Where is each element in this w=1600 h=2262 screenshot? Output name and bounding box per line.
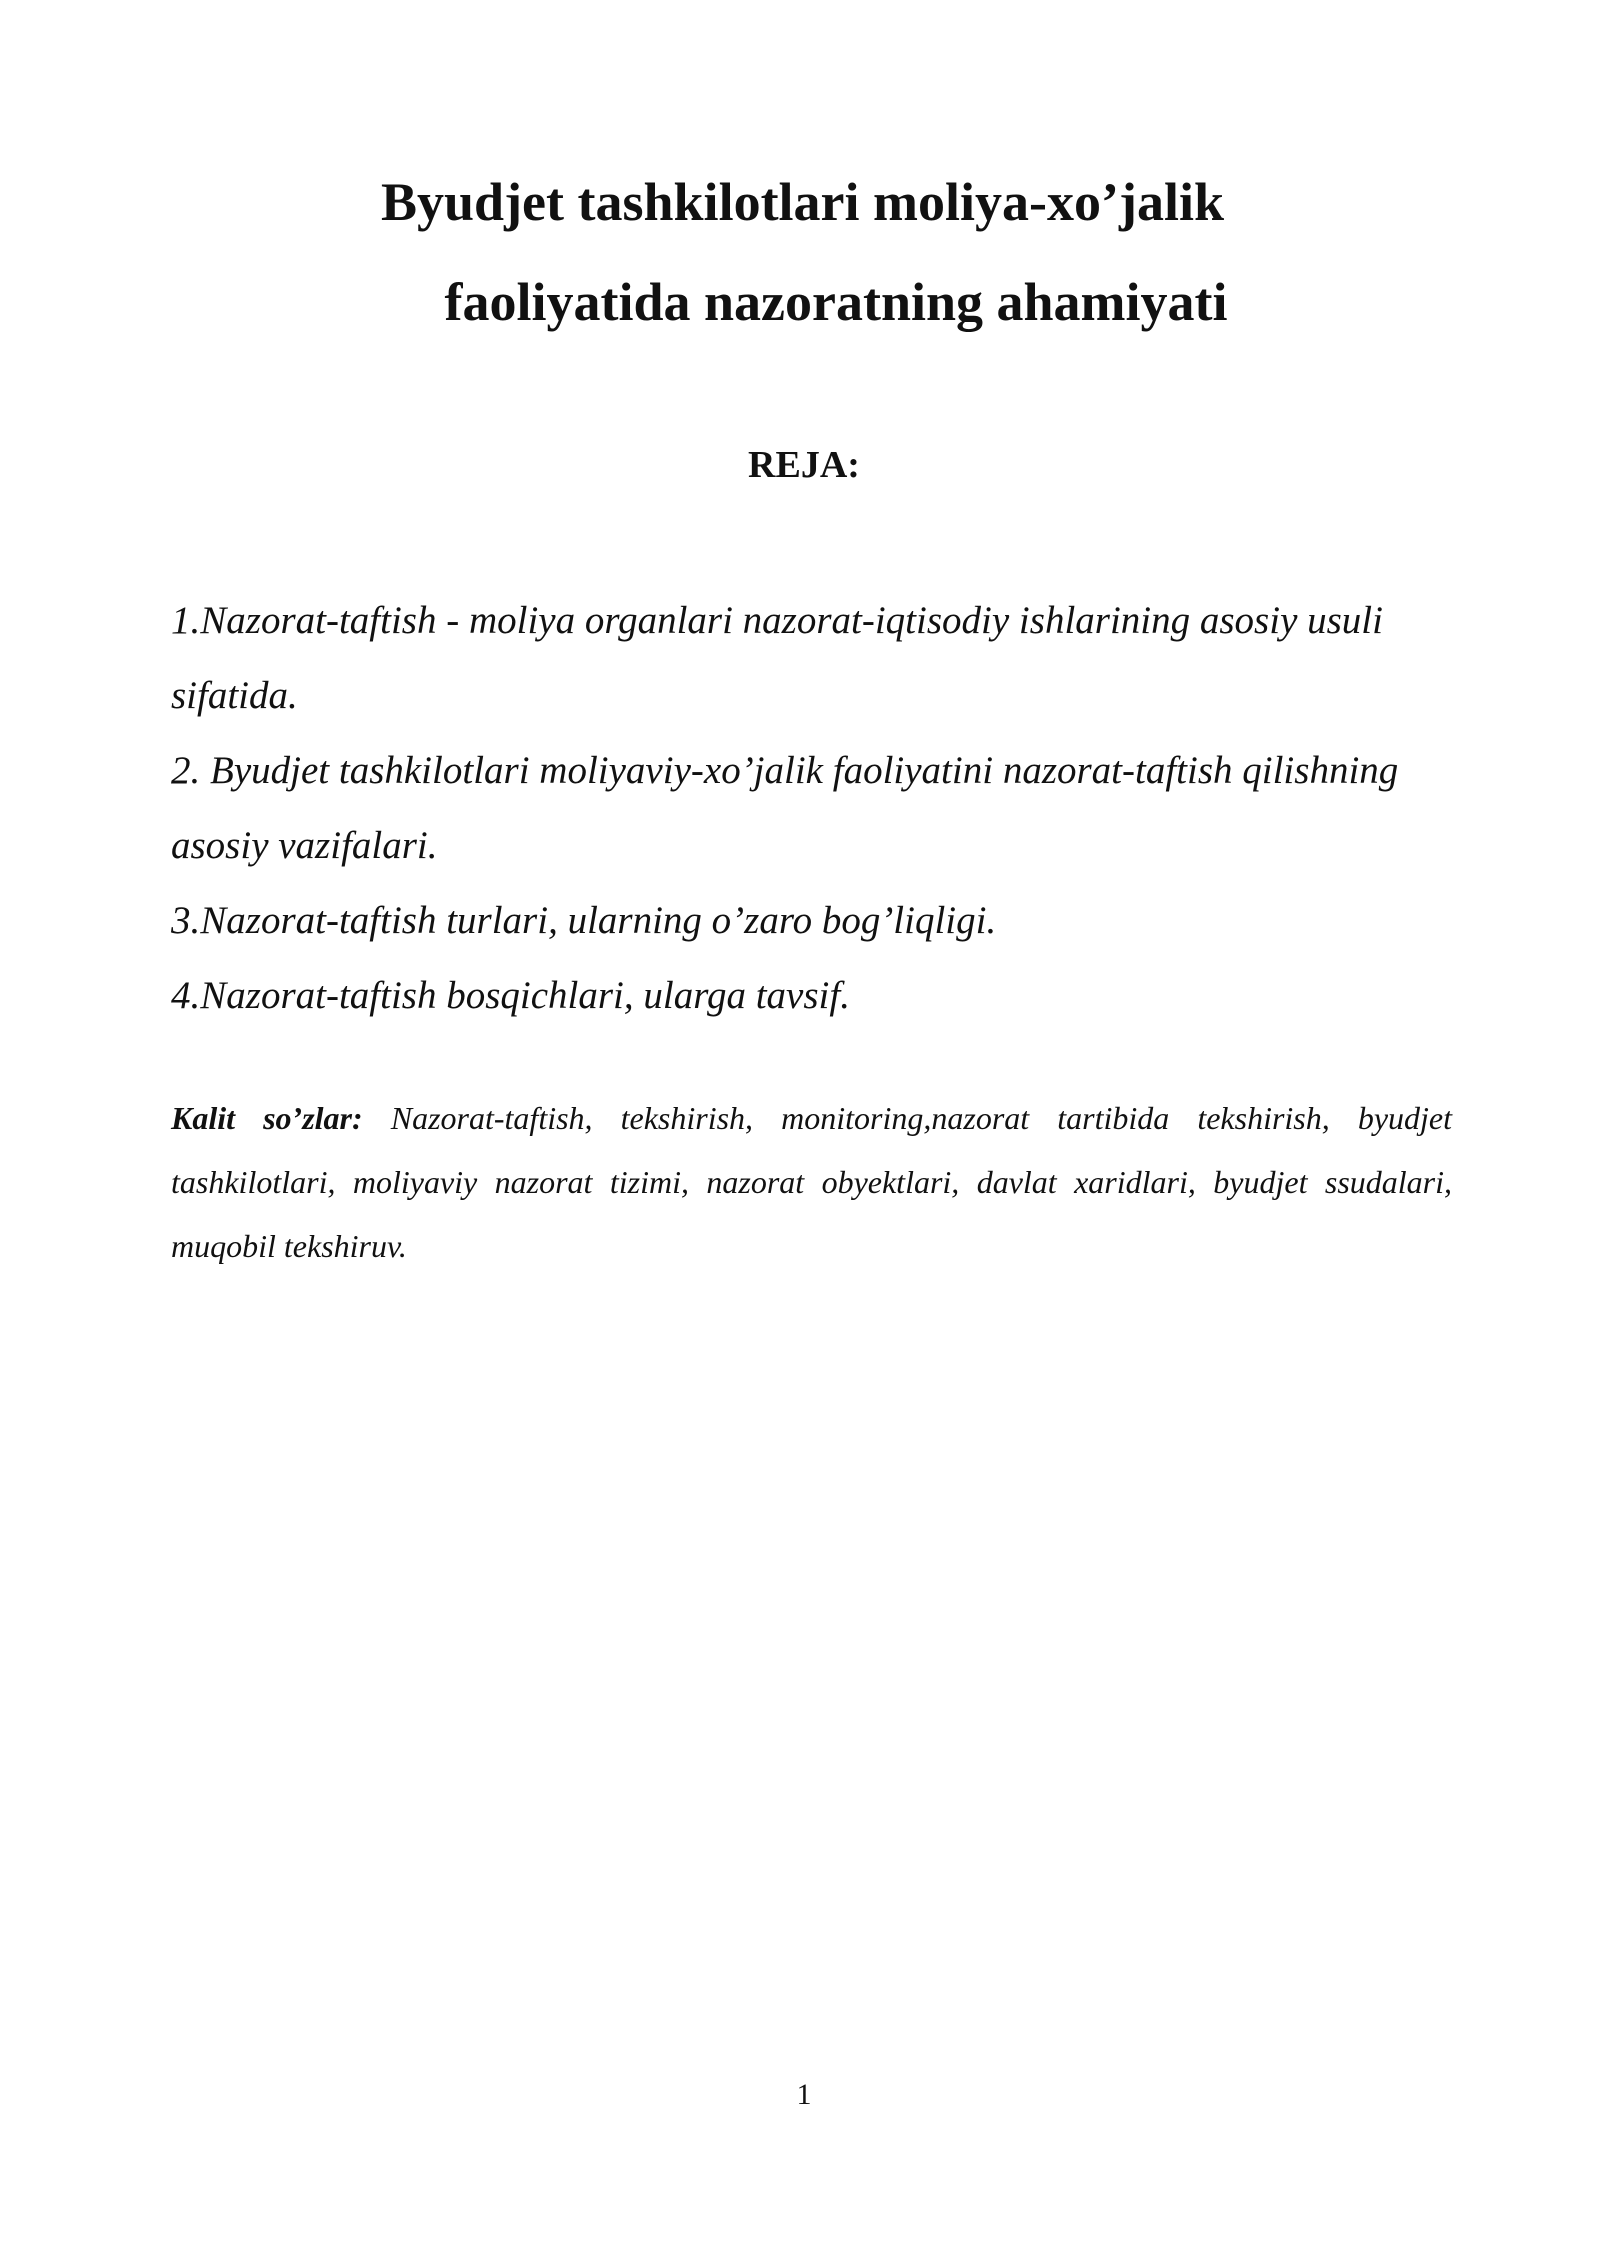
plan-list (171, 583, 1461, 1033)
document-title-line-2: faoliyatida nazoratning ahamiyati (444, 272, 1228, 332)
keywords-text: Nazorat-taftish, tekshirish, monitoring,nazorat tartibida tekshirish, byudjet tashkilotlari, moliyaviy nazorat tizimi, nazorat obyektlari, davlat xaridlari, byudjet ssudalari, muqobil tekshiruv. (171, 1100, 1453, 1264)
page-number: 1 (796, 2078, 812, 2111)
plan-item-2: 2. Byudjet tashkilotlari moliyaviy-xo’jalik faoliyatini nazorat-taftish qilishning asosiy vazifalari. (171, 749, 1399, 867)
keywords-paragraph (171, 1086, 1452, 1278)
keywords-label: Kalit so’zlar: (171, 1100, 363, 1136)
plan-item-3: 3.Nazorat-taftish turlari, ularning o’zaro bog’liqligi. (171, 899, 997, 942)
plan-heading: REJA: (748, 444, 860, 486)
document-title-line-1: Byudjet tashkilotlari moliya-xo’jalik (380, 172, 1224, 232)
plan-item-1: 1.Nazorat-taftish - moliya organlari nazorat-iqtisodiy ishlarining asosiy usuli sifatida. (171, 599, 1383, 717)
plan-item-4: 4.Nazorat-taftish bosqichlari, ularga tavsif. (171, 974, 850, 1017)
